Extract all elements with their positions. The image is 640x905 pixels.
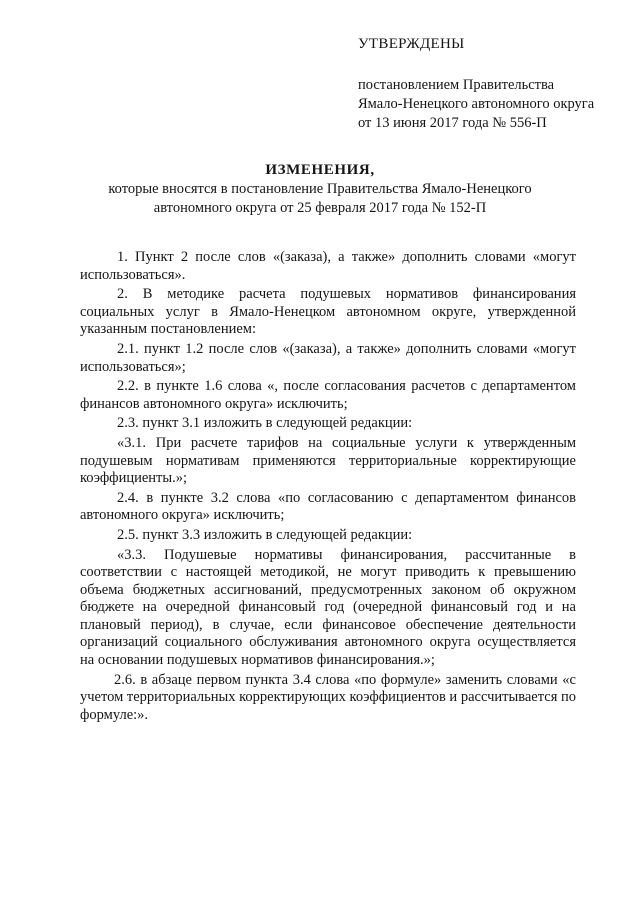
paragraph: 2.4. в пункте 3.2 слова «по согласованию с департаментом финансов автономного округа» исключить; (80, 489, 576, 524)
paragraph: 2.6. в абзаце первом пункта 3.4 слова «по формуле» заменить словами «с учетом территориальных корректирующих коэффициентов и рассчитывается по формуле:». (80, 671, 576, 723)
document-body (80, 249, 576, 726)
paragraph: 1. Пункт 2 после слов «(заказа), а также» дополнить словами «могут использоваться». (80, 249, 576, 283)
approval-reference (358, 76, 594, 133)
approval-line: Ямало-Ненецкого автономного округа (358, 96, 595, 112)
approved-label: УТВЕРЖДЕНЫ (358, 36, 465, 52)
paragraph: 2.3. пункт 3.1 изложить в следующей редакции: (117, 415, 413, 432)
paragraph: «3.3. Подушевые нормативы финансирования, рассчитанные в соответствии с настоящей методикой, не могут приводить к превышению объема бюджетных ассигнований, предусмотренных законом об окружном бюджете на очередной финансовый год (очередной финансовый год и на плановый период), в случае, если финансовое обеспечение деятельности организаций социального обслуживания автономного округа осуществляется на основании подушевых нормативов финансирования.»; (80, 546, 576, 669)
approval-line: от 13 июня 2017 года № 556-П (358, 115, 547, 131)
paragraph: 2.5. пункт 3.3 изложить в следующей редакции: (117, 526, 413, 543)
document-subtitle: которые вносятся в постановление Правительства Ямало-Ненецкого автономного округа от 25 февраля 2017 года № 152-П (108, 181, 532, 216)
paragraph: «3.1. При расчете тарифов на социальные услуги к утвержденным подушевым нормативам применяются территориальные корректирующие коэффициенты.»; (80, 434, 576, 487)
paragraph: 2.1. пункт 1.2 после слов «(заказа), а также» дополнить словами «могут использоваться»; (80, 340, 576, 375)
document-title: ИЗМЕНЕНИЯ, (265, 162, 375, 178)
paragraph: 2. В методике расчета подушевых нормативов финансирования социальных услуг в Ямало-Ненецком автономном округе, утвержденной указанным постановлением: (80, 286, 576, 338)
approval-line: постановлением Правительства (358, 77, 555, 93)
paragraph: 2.2. в пункте 1.6 слова «, после согласования расчетов с департаментом финансов автономного округа» исключить; (80, 378, 576, 412)
